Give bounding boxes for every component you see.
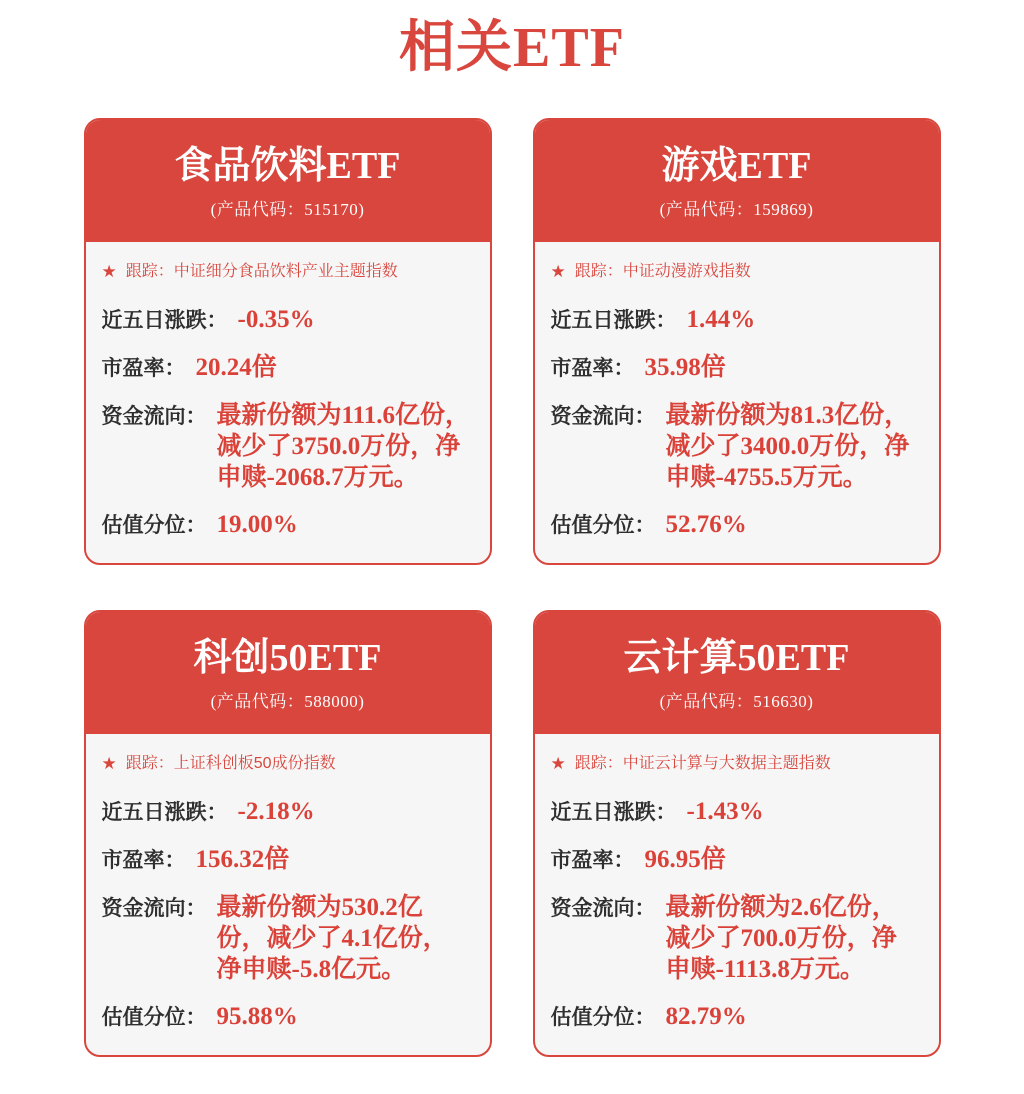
track-index-name: 上证科创板50成份指数 bbox=[173, 755, 336, 772]
etf-card bbox=[84, 118, 492, 565]
change-5d-label: 近五日涨跌： bbox=[101, 801, 228, 824]
pe-ratio-label: 市盈率： bbox=[101, 849, 186, 872]
star-icon: ★ bbox=[101, 262, 117, 281]
fund-flow-row bbox=[551, 892, 921, 985]
fund-flow-label: 资金流向： bbox=[101, 405, 207, 428]
etf-card-body bbox=[535, 242, 939, 563]
etf-card-header bbox=[86, 612, 490, 734]
star-icon: ★ bbox=[550, 262, 566, 281]
track-row bbox=[551, 754, 921, 774]
fund-flow-value: 最新份额为111.6亿份，减少了3750.0万份，净申赎-2068.7万元。 bbox=[216, 402, 470, 491]
etf-product-code: (产品代码：515170) bbox=[210, 200, 365, 219]
etf-card bbox=[533, 610, 941, 1057]
valuation-pct-value: 19.00% bbox=[216, 511, 298, 538]
pe-ratio-label: 市盈率： bbox=[550, 357, 635, 380]
change-5d-value: -1.43% bbox=[686, 798, 764, 825]
etf-card bbox=[533, 118, 941, 565]
pe-ratio-value: 96.95倍 bbox=[644, 846, 726, 873]
track-row bbox=[102, 262, 472, 282]
track-row bbox=[102, 754, 472, 774]
valuation-pct-label: 估值分位： bbox=[550, 514, 656, 537]
valuation-pct-row bbox=[102, 509, 472, 541]
etf-card-body bbox=[86, 242, 490, 563]
change-5d-label: 近五日涨跌： bbox=[550, 309, 677, 332]
pe-ratio-value: 20.24倍 bbox=[195, 354, 277, 381]
fund-flow-value: 最新份额为530.2亿份，减少了4.1亿份，净申赎-5.8亿元。 bbox=[216, 894, 448, 983]
track-label: 跟踪： bbox=[574, 263, 623, 280]
change-5d-label: 近五日涨跌： bbox=[101, 309, 228, 332]
change-5d-row bbox=[102, 796, 472, 828]
fund-flow-row bbox=[102, 400, 472, 493]
fund-flow-value: 最新份额为81.3亿份，减少了3400.0万份，净申赎-4755.5万元。 bbox=[665, 402, 910, 491]
etf-card-grid bbox=[0, 118, 1024, 1057]
valuation-pct-value: 95.88% bbox=[216, 1003, 298, 1030]
track-label: 跟踪： bbox=[125, 263, 174, 280]
etf-card-header bbox=[86, 120, 490, 242]
change-5d-value: -0.35% bbox=[237, 306, 315, 333]
valuation-pct-row bbox=[551, 1001, 921, 1033]
track-row bbox=[551, 262, 921, 282]
track-label: 跟踪： bbox=[125, 755, 174, 772]
valuation-pct-row bbox=[102, 1001, 472, 1033]
fund-flow-label: 资金流向： bbox=[101, 897, 207, 920]
valuation-pct-row bbox=[551, 509, 921, 541]
pe-ratio-value: 156.32倍 bbox=[195, 846, 290, 873]
etf-card-header bbox=[535, 120, 939, 242]
change-5d-value: 1.44% bbox=[686, 306, 756, 333]
valuation-pct-label: 估值分位： bbox=[101, 514, 207, 537]
valuation-pct-value: 52.76% bbox=[665, 511, 747, 538]
etf-name: 科创50ETF bbox=[193, 637, 382, 679]
page-title: 相关ETF bbox=[399, 17, 625, 79]
etf-name: 云计算50ETF bbox=[623, 637, 850, 679]
etf-name: 游戏ETF bbox=[661, 145, 812, 187]
valuation-pct-label: 估值分位： bbox=[550, 1006, 656, 1029]
fund-flow-label: 资金流向： bbox=[550, 897, 656, 920]
etf-card-header bbox=[535, 612, 939, 734]
pe-ratio-label: 市盈率： bbox=[550, 849, 635, 872]
star-icon: ★ bbox=[101, 754, 117, 773]
change-5d-label: 近五日涨跌： bbox=[550, 801, 677, 824]
fund-flow-row bbox=[551, 400, 921, 493]
etf-product-code: (产品代码：516630) bbox=[659, 692, 814, 711]
track-index-name: 中证动漫游戏指数 bbox=[622, 263, 751, 280]
track-index-name: 中证云计算与大数据主题指数 bbox=[622, 755, 831, 772]
etf-card-body bbox=[86, 734, 490, 1055]
etf-product-code: (产品代码：588000) bbox=[210, 692, 365, 711]
pe-ratio-row bbox=[551, 352, 921, 384]
valuation-pct-label: 估值分位： bbox=[101, 1006, 207, 1029]
pe-ratio-row bbox=[102, 352, 472, 384]
track-label: 跟踪： bbox=[574, 755, 623, 772]
etf-card bbox=[84, 610, 492, 1057]
change-5d-row bbox=[102, 304, 472, 336]
pe-ratio-row bbox=[102, 844, 472, 876]
track-index-name: 中证细分食品饮料产业主题指数 bbox=[173, 263, 398, 280]
fund-flow-value: 最新份额为2.6亿份，减少了700.0万份，净申赎-1113.8万元。 bbox=[665, 894, 897, 983]
etf-product-code: (产品代码：159869) bbox=[659, 200, 814, 219]
star-icon: ★ bbox=[550, 754, 566, 773]
pe-ratio-row bbox=[551, 844, 921, 876]
change-5d-row bbox=[551, 304, 921, 336]
etf-card-body bbox=[535, 734, 939, 1055]
fund-flow-label: 资金流向： bbox=[550, 405, 656, 428]
etf-name: 食品饮料ETF bbox=[174, 145, 401, 187]
change-5d-row bbox=[551, 796, 921, 828]
pe-ratio-label: 市盈率： bbox=[101, 357, 186, 380]
pe-ratio-value: 35.98倍 bbox=[644, 354, 726, 381]
change-5d-value: -2.18% bbox=[237, 798, 315, 825]
valuation-pct-value: 82.79% bbox=[665, 1003, 747, 1030]
fund-flow-row bbox=[102, 892, 472, 985]
